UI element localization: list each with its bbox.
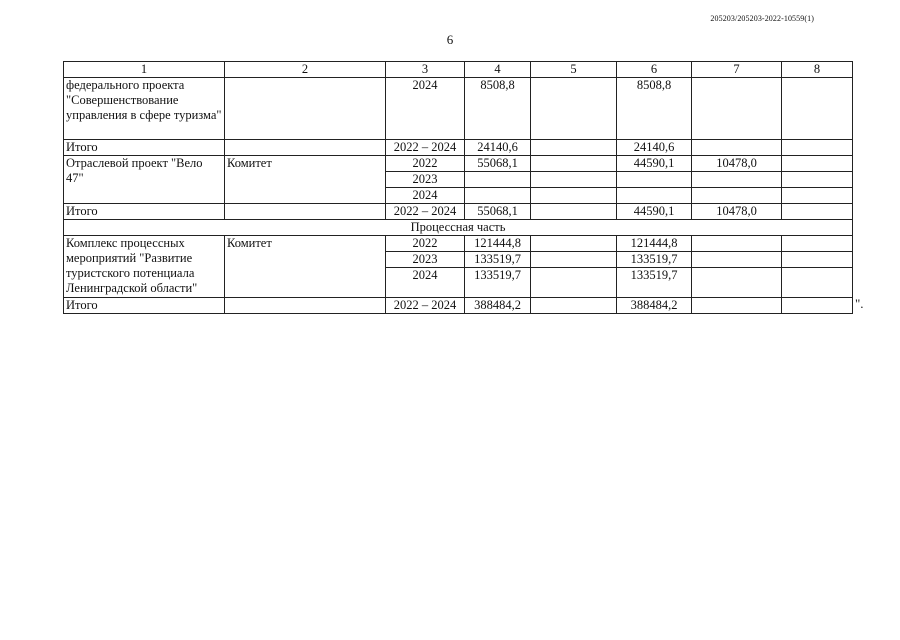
- total-label-cell: Итого: [64, 204, 225, 220]
- executor-cell: Комитет: [225, 236, 386, 298]
- empty-cell: [782, 78, 853, 140]
- empty-cell: [692, 172, 782, 188]
- empty-cell: [531, 156, 617, 172]
- year-cell: 2023: [386, 172, 465, 188]
- year-cell: 2024: [386, 268, 465, 298]
- amount-cell: 10478,0: [692, 204, 782, 220]
- empty-cell: [692, 140, 782, 156]
- project-name-cell: Комплекс процессных мероприятий "Развитие туристского потенциала Ленинградской области": [64, 236, 225, 298]
- period-cell: 2022 – 2024: [386, 298, 465, 314]
- table-row: [64, 78, 853, 140]
- column-number: 7: [692, 62, 782, 78]
- amount-cell: 8508,8: [617, 78, 692, 140]
- empty-cell: [782, 252, 853, 268]
- amount-cell: 44590,1: [617, 156, 692, 172]
- total-amount-cell: 55068,1: [465, 156, 531, 172]
- empty-cell: [782, 298, 853, 314]
- total-amount-cell: 55068,1: [465, 204, 531, 220]
- empty-cell: [617, 172, 692, 188]
- empty-cell: [531, 172, 617, 188]
- empty-cell: [692, 188, 782, 204]
- empty-cell: [782, 172, 853, 188]
- year-cell: 2023: [386, 252, 465, 268]
- empty-cell: [225, 78, 386, 140]
- year-cell: 2024: [386, 78, 465, 140]
- empty-cell: [531, 78, 617, 140]
- total-amount-cell: 24140,6: [465, 140, 531, 156]
- total-amount-cell: 121444,8: [465, 236, 531, 252]
- empty-cell: [225, 298, 386, 314]
- empty-cell: [782, 204, 853, 220]
- budget-table: [63, 61, 853, 314]
- empty-cell: [617, 188, 692, 204]
- column-number: 1: [64, 62, 225, 78]
- empty-cell: [782, 236, 853, 252]
- empty-cell: [531, 140, 617, 156]
- empty-cell: [692, 298, 782, 314]
- project-name-cell: Отраслевой проект "Вело 47": [64, 156, 225, 204]
- empty-cell: [692, 268, 782, 298]
- year-cell: 2022: [386, 236, 465, 252]
- empty-cell: [531, 204, 617, 220]
- empty-cell: [225, 140, 386, 156]
- column-number: 2: [225, 62, 386, 78]
- table-row-total: [64, 298, 853, 314]
- amount-cell: 10478,0: [692, 156, 782, 172]
- total-label-cell: Итого: [64, 140, 225, 156]
- period-cell: 2022 – 2024: [386, 204, 465, 220]
- total-label-cell: Итого: [64, 298, 225, 314]
- total-amount-cell: 133519,7: [465, 252, 531, 268]
- empty-cell: [692, 236, 782, 252]
- section-header-row: [64, 220, 853, 236]
- empty-cell: [465, 172, 531, 188]
- empty-cell: [465, 188, 531, 204]
- year-cell: 2022: [386, 156, 465, 172]
- empty-cell: [531, 188, 617, 204]
- empty-cell: [225, 204, 386, 220]
- column-number: 6: [617, 62, 692, 78]
- empty-cell: [531, 268, 617, 298]
- column-number: 8: [782, 62, 853, 78]
- table-row: [64, 236, 853, 252]
- empty-cell: [531, 236, 617, 252]
- page-number: 6: [446, 32, 454, 47]
- total-amount-cell: 133519,7: [465, 268, 531, 298]
- period-cell: 2022 – 2024: [386, 140, 465, 156]
- amount-cell: 44590,1: [617, 204, 692, 220]
- amount-cell: 133519,7: [617, 252, 692, 268]
- project-name-cell: федерального проекта "Совершенствование управления в сфере туризма": [64, 78, 225, 140]
- section-title: Процессная часть: [64, 220, 853, 236]
- amount-cell: 24140,6: [617, 140, 692, 156]
- executor-cell: Комитет: [225, 156, 386, 204]
- empty-cell: [692, 252, 782, 268]
- total-amount-cell: 388484,2: [465, 298, 531, 314]
- empty-cell: [531, 252, 617, 268]
- empty-cell: [782, 156, 853, 172]
- table-row-total: [64, 204, 853, 220]
- table-row-total: [64, 140, 853, 156]
- table-header-row: [64, 62, 853, 78]
- empty-cell: [782, 268, 853, 298]
- column-number: 3: [386, 62, 465, 78]
- closing-quote-mark: ".: [855, 296, 864, 311]
- year-cell: 2024: [386, 188, 465, 204]
- table-row: [64, 156, 853, 172]
- total-amount-cell: 8508,8: [465, 78, 531, 140]
- amount-cell: 133519,7: [617, 268, 692, 298]
- amount-cell: 121444,8: [617, 236, 692, 252]
- empty-cell: [531, 298, 617, 314]
- amount-cell: 388484,2: [617, 298, 692, 314]
- column-number: 5: [531, 62, 617, 78]
- empty-cell: [692, 78, 782, 140]
- empty-cell: [782, 140, 853, 156]
- empty-cell: [782, 188, 853, 204]
- document-registration-number: 205203/205203-2022-10559(1): [710, 14, 814, 23]
- column-number: 4: [465, 62, 531, 78]
